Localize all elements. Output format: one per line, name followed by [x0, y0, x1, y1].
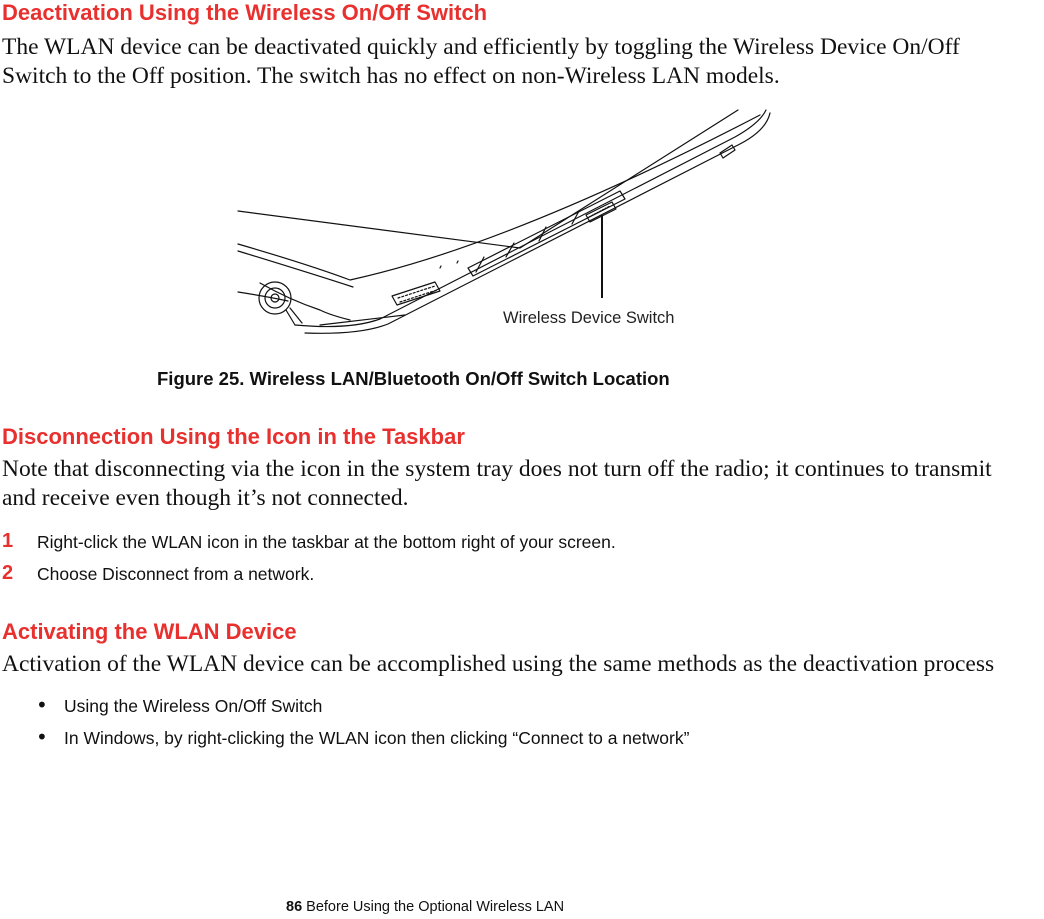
footer-title: Before Using the Optional Wireless LAN [306, 899, 565, 915]
paragraph-disconnection-line1: Note that disconnecting via the icon in the system tray does not turn off the radio; it continues to transmit [2, 456, 992, 482]
step-number: 2 [2, 562, 14, 584]
notebook-switch-illustration [230, 105, 780, 340]
section-heading-deactivation: Deactivation Using the Wireless On/Off Switch [2, 0, 488, 25]
figure-caption: Figure 25. Wireless LAN/Bluetooth On/Off Switch Location [157, 368, 670, 389]
bullet-icon: • [36, 725, 48, 749]
paragraph-deactivation-line2: Switch to the Off position. The switch has no effect on non-Wireless LAN models. [2, 63, 780, 89]
step-text: Right-click the WLAN icon in the taskbar at the bottom right of your screen. [37, 532, 616, 552]
step-number: 1 [2, 530, 14, 552]
bullet-text: In Windows, by right-clicking the WLAN icon then clicking “Connect to a network” [64, 728, 690, 748]
section-heading-activating: Activating the WLAN Device [2, 619, 297, 644]
page-number: 86 [286, 899, 303, 915]
paragraph-deactivation-line1: The WLAN device can be deactivated quickly and efficiently by toggling the Wireless Device On/Off [2, 34, 960, 60]
page-footer [286, 899, 564, 915]
callout-wireless-device-switch: Wireless Device Switch [503, 309, 675, 327]
bullet-text: Using the Wireless On/Off Switch [64, 696, 323, 716]
paragraph-disconnection-line2: and receive even though it’s not connected. [2, 485, 409, 511]
section-heading-disconnection: Disconnection Using the Icon in the Taskbar [2, 424, 465, 449]
step-text: Choose Disconnect from a network. [37, 564, 315, 584]
paragraph-activating-line1: Activation of the WLAN device can be accomplished using the same methods as the deactivation process [2, 651, 995, 677]
bullet-icon: • [36, 693, 48, 717]
